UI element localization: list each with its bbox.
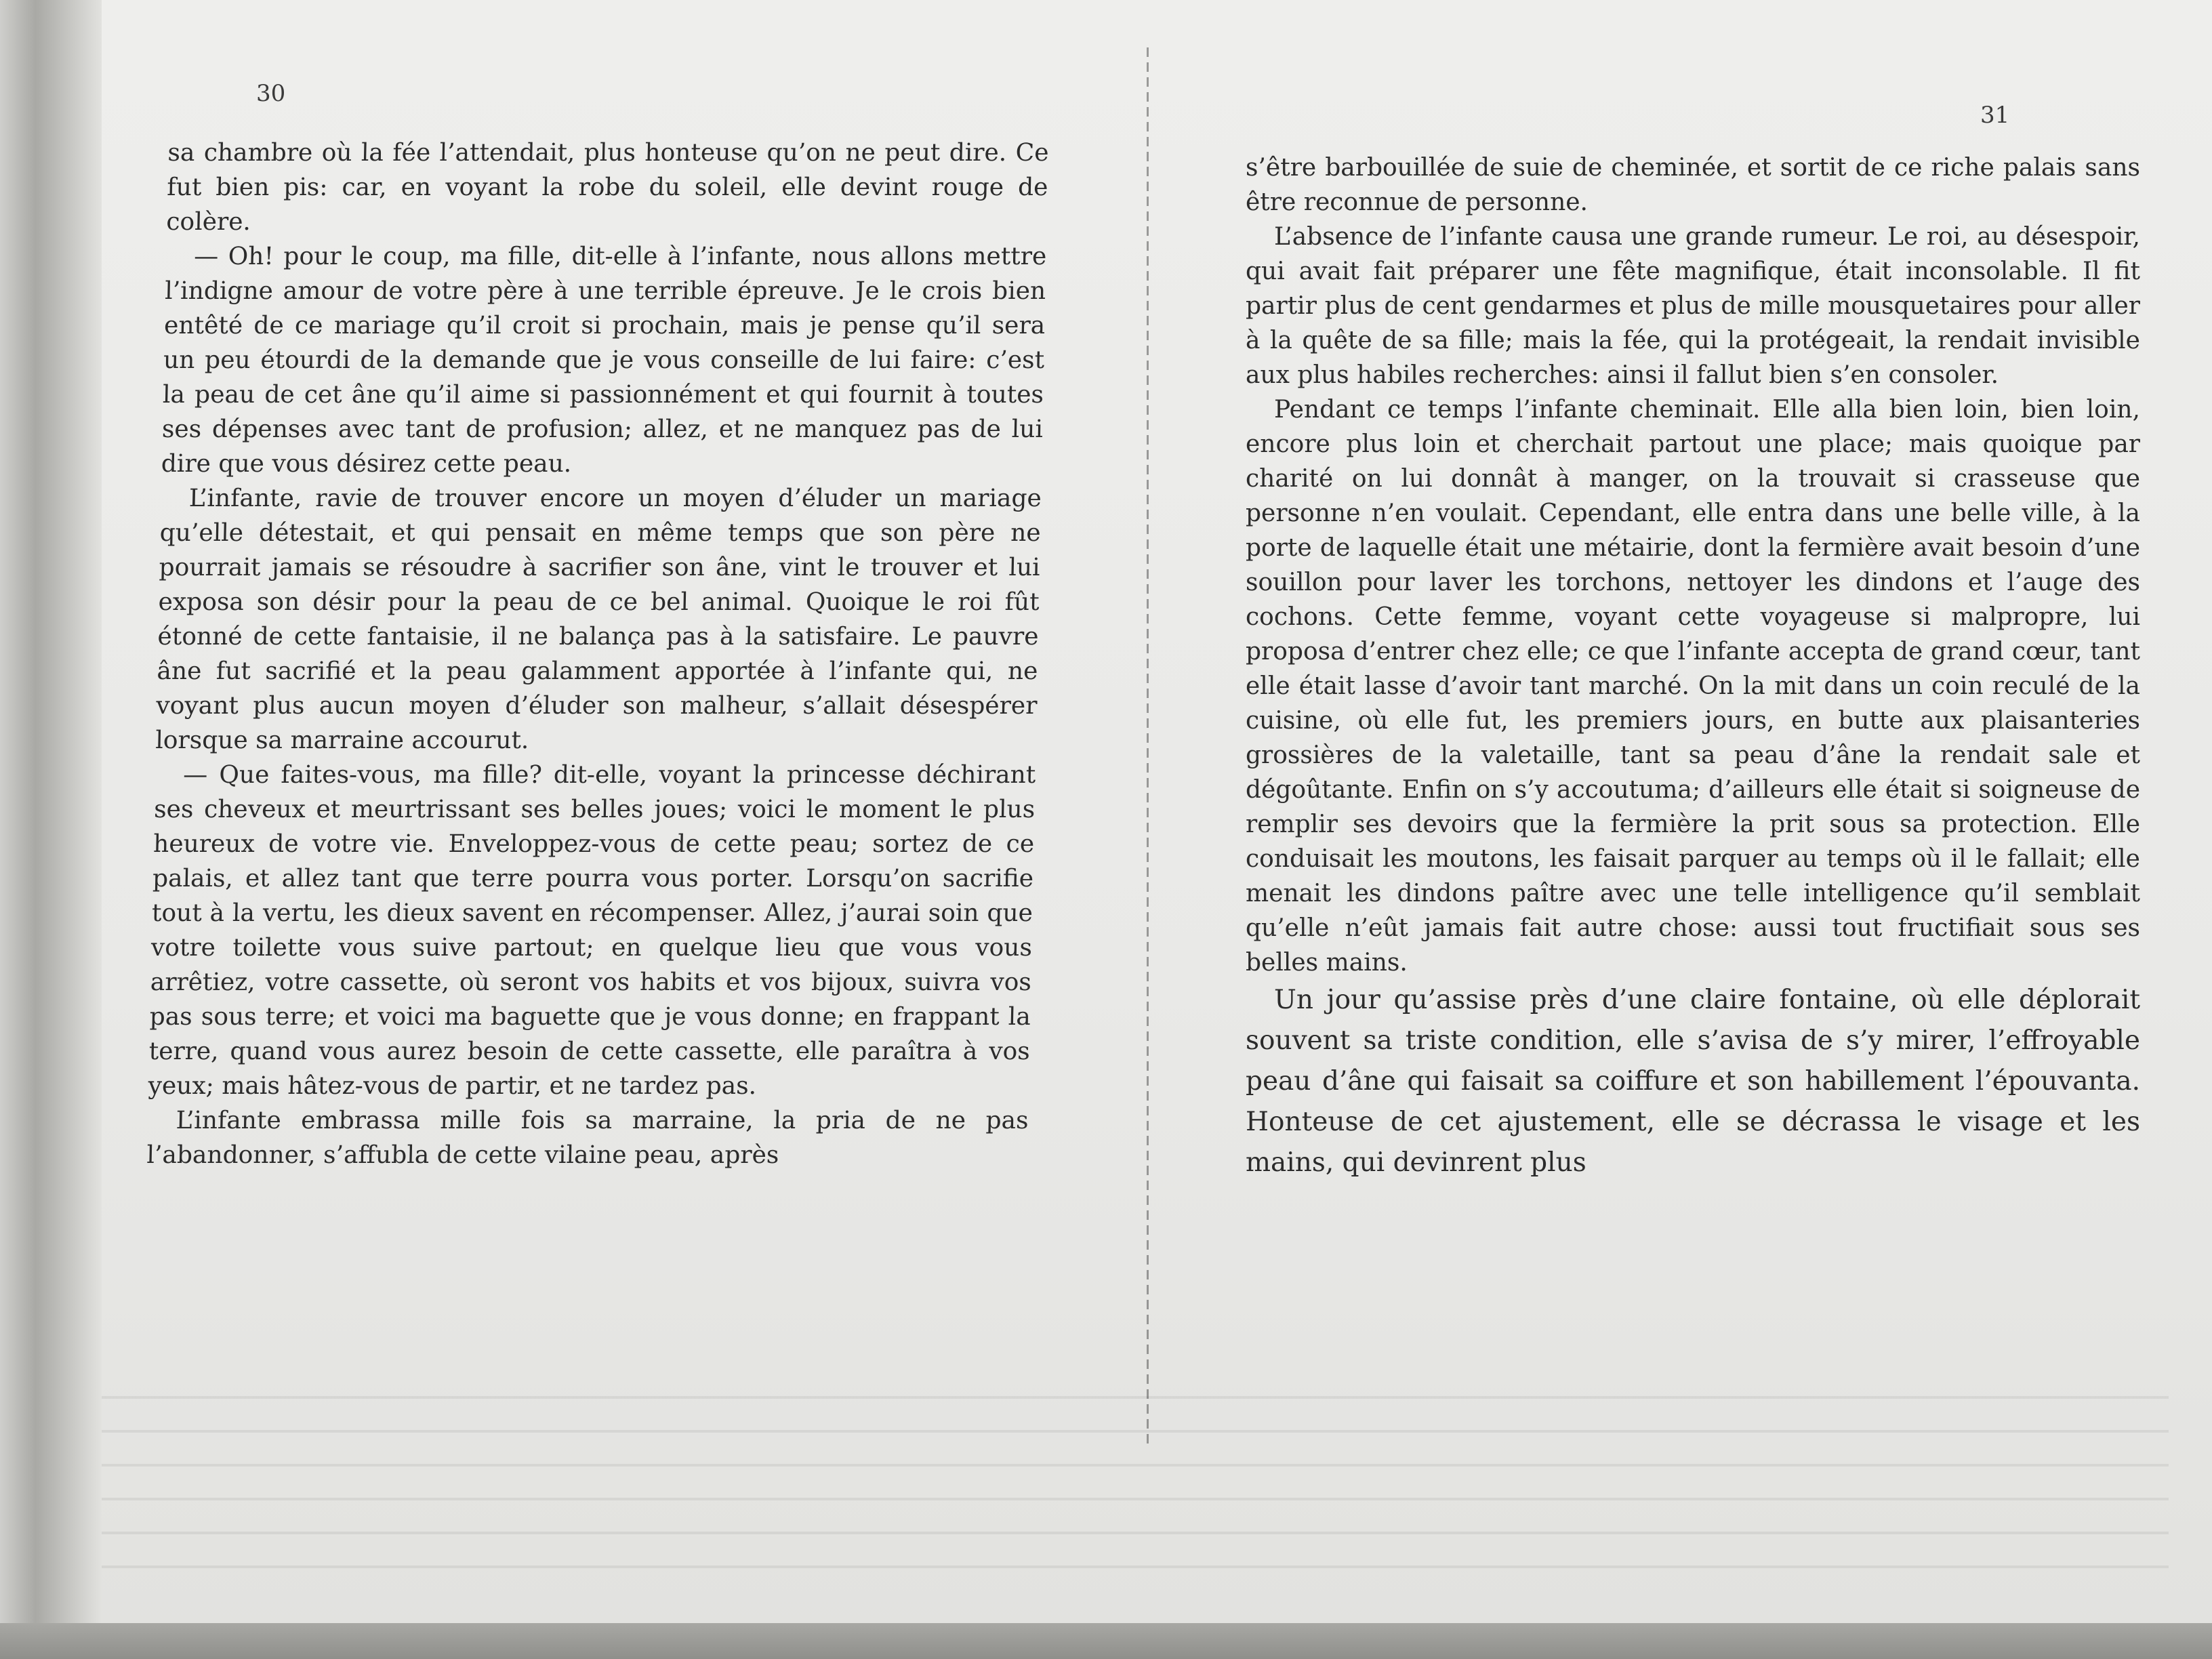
left-page-text <box>146 136 1049 1172</box>
paragraph: Pendant ce temps l’infante cheminait. Elle alla bien loin, bien loin, encore plus loin et cherchait partout une place; mais quoique par charité on lui donnât à manger, on la trouvait si crasseuse que personne n’en voulait. Cependant, elle entra dans une belle ville, à la porte de laquelle était une métairie, dont la fermière avait besoin d’une souillon pour laver les torchons, nettoyer les dindons et l’auge des cochons. Cette femme, voyant cette voyageuse si malpropre, lui proposa d’entrer chez elle; ce que l’infante accepta de grand cœur, tant elle était lasse d’avoir tant marché. On la mit dans un coin reculé de la cuisine, où elle fut, les premiers jours, en butte aux plaisanteries grossières de la valetaille, tant sa peau d’âne la rendait sale et dégoûtante. Enfin on s’y accoutuma; d’ailleurs elle était si soigneuse de remplir ses devoirs que la fermière la prit sous sa protection. Elle conduisait les moutons, les faisait parquer au temps où il le fallait; elle menait les dindons paître avec une telle intelligence qu’il semblait qu’elle n’eût jamais fait autre chose: aussi tout fructifiait sous ses belles mains. <box>1246 396 2140 977</box>
book-gutter <box>1147 47 1149 1443</box>
bleed-through-text <box>102 1396 2169 1586</box>
paragraph: sa chambre où la fée l’attendait, plus honteuse qu’on ne peut dire. Ce fut bien pis: car, en voyant la robe du soleil, elle devint rouge de colère. <box>165 139 1049 236</box>
right-page-number: 31 <box>1980 102 2010 129</box>
paragraph: L’infante, ravie de trouver encore un moyen d’éluder un mariage qu’elle détestait, et qui pensait en même temps que son père ne pourrait jamais se résoudre à sacrifier son âne, vint le trouver et lui exposa son désir pour la peau de ce bel animal. Quoique le roi fût étonné de cette fantaisie, il ne balança pas à la satisfaire. Le pauvre âne fut sacrifié et la peau galamment apportée à l’infante qui, ne voyant plus aucun moyen d’éluder son malheur, s’allait désespérer lorsque sa marraine accourut. <box>155 485 1042 754</box>
paragraph: — Que faites-vous, ma fille? dit-elle, voyant la princesse déchirant ses cheveux et meurtrissant ses belles joues; voici le moment le plus heureux de votre vie. Enveloppez-vous de cette peau; sortez de ce palais, et allez tant que terre pourra vous porter. Lorsqu’on sacrifie tout à la vertu, les dieux savent en récompenser. Allez, j’aurai soin que votre toilette vous suive partout; en quelque lieu que vous vous arrêtiez, votre cassette, où seront vos habits et vos bijoux, suivra vos pas sous terre; et voici ma baguette que je vous donne; en frappant la terre, quand vous aurez besoin de cette cassette, elle paraîtra à vos yeux; mais hâtez-vous de partir, et ne tardez pas. <box>148 761 1036 1100</box>
paragraph: L’absence de l’infante causa une grande rumeur. Le roi, au désespoir, qui avait fait préparer une fête magnifique, était inconsolable. Il fit partir plus de cent gendarmes et plus de mille mousquetaires pour aller à la quête de sa fille; mais la fée, qui la protégeait, la rendait invisible aux plus habiles recherches: ainsi il fallut bien s’en consoler. <box>1246 223 2140 389</box>
binding-edge <box>0 1623 2212 1659</box>
left-page-number: 30 <box>256 80 286 107</box>
right-page-text <box>1246 150 2140 1183</box>
page-edge-shadow <box>0 0 102 1659</box>
paragraph: s’être barbouillée de suie de cheminée, et sortit de ce riche palais sans être reconnue de personne. <box>1246 154 2140 216</box>
paragraph: — Oh! pour le coup, ma fille, dit-elle à l’infante, nous allons mettre l’indigne amour de votre père à une terrible épreuve. Je le crois bien entêté de ce mariage qu’il croit si prochain, mais je pense qu’il sera un peu étourdi de la demande que je vous conseille de lui faire: c’est la peau de cet âne qu’il aime si passionnément et qui fournit à toutes ses dépenses avec tant de profusion; allez, et ne manquez pas de lui dire que vous désirez cette peau. <box>161 243 1047 478</box>
paragraph: Un jour qu’assise près d’une claire fontaine, où elle déplorait souvent sa triste condition, elle s’avisa de s’y mirer, l’effroyable peau d’âne qui faisait sa coiffure et son habillement l’épouvanta. Honteuse de cet ajustement, elle se décrassa le visage et les mains, qui devinrent plus <box>1246 985 2140 1178</box>
paragraph: L’infante embrassa mille fois sa marraine, la pria de ne pas l’abandonner, s’affubla de cette vilaine peau, après <box>146 1107 1029 1169</box>
